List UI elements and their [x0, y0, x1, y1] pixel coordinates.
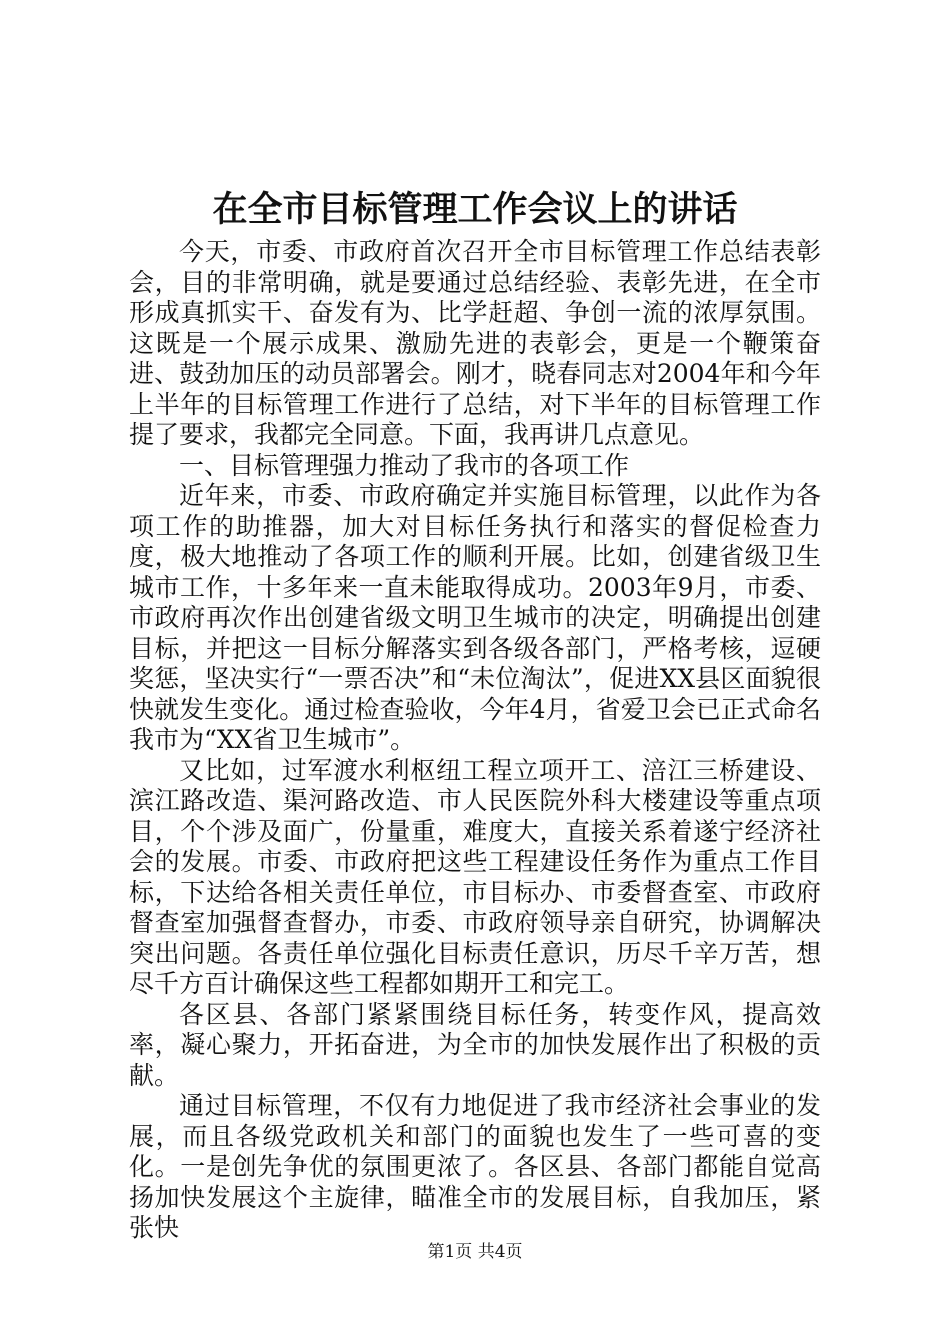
document-body [129, 237, 821, 1244]
paragraph-results: 通过目标管理，不仅有力地促进了我市经济社会事业的发展，而且各级党政机关和部门的面貌也发生了一些可喜的变化。一是创先争优的氛围更浓了。各区县、各部门都能自觉高扬加快发展这个主旋律，瞄准全市的发展目标，自我加压，紧张快 [129, 1091, 821, 1242]
paragraph-intro: 今天，市委、市政府首次召开全市目标管理工作总结表彰会，目的非常明确，就是要通过总结经验、表彰先进，在全市形成真抓实干、奋发有为、比学赶超、争创一流的浓厚氛围。这既是一个展示成果、激励先进的表彰会，更是一个鞭策奋进、鼓劲加压的动员部署会。刚才，晓春同志对2004年和今年上半年的目标管理工作进行了总结，对下半年的目标管理工作提了要求，我都完全同意。下面，我再讲几点意见。 [129, 237, 821, 449]
document-title: 在全市目标管理工作会议上的讲话 [212, 189, 738, 230]
paragraph-recent-years: 近年来，市委、市政府确定并实施目标管理，以此作为各项工作的助推器，加大对目标任务执行和落实的督促检查力度，极大地推动了各项工作的顺利开展。比如，创建省级卫生城市工作，十多年来一直未能取得成功。2003年9月，市委、市政府再次作出创建省级文明卫生城市的决定，明确提出创建目标，并把这一目标分解落实到各级各部门，严格考核，逗硬奖惩，坚决实行“一票否决”和“未位淘汰”，促进XX县区面貌很快就发生变化。通过检查验收，今年4月，省爱卫会已正式命名我市为“XX省卫生城市”。 [129, 481, 821, 754]
section-heading-1: 一、目标管理强力推动了我市的各项工作 [179, 450, 630, 480]
page-footer: 第1页 共4页 [427, 1242, 523, 1262]
paragraph-districts: 各区县、各部门紧紧围绕目标任务，转变作风，提高效率，凝心聚力，开拓奋进，为全市的加快发展作出了积极的贡献。 [129, 999, 821, 1090]
paragraph-key-projects: 又比如，过军渡水利枢纽工程立项开工、涪江三桥建设、滨江路改造、渠河路改造、市人民医院外科大楼建设等重点项目，个个涉及面广，份量重，难度大，直接关系着遂宁经济社会的发展。市委、市政府把这些工程建设任务作为重点工作目标，下达给各相关责任单位，市目标办、市委督查室、市政府督查室加强督查督办，市委、市政府领导亲自研究，协调解决突出问题。各责任单位强化目标责任意识，历尽千辛万苦，想尽千方百计确保这些工程都如期开工和完工。 [129, 755, 821, 998]
